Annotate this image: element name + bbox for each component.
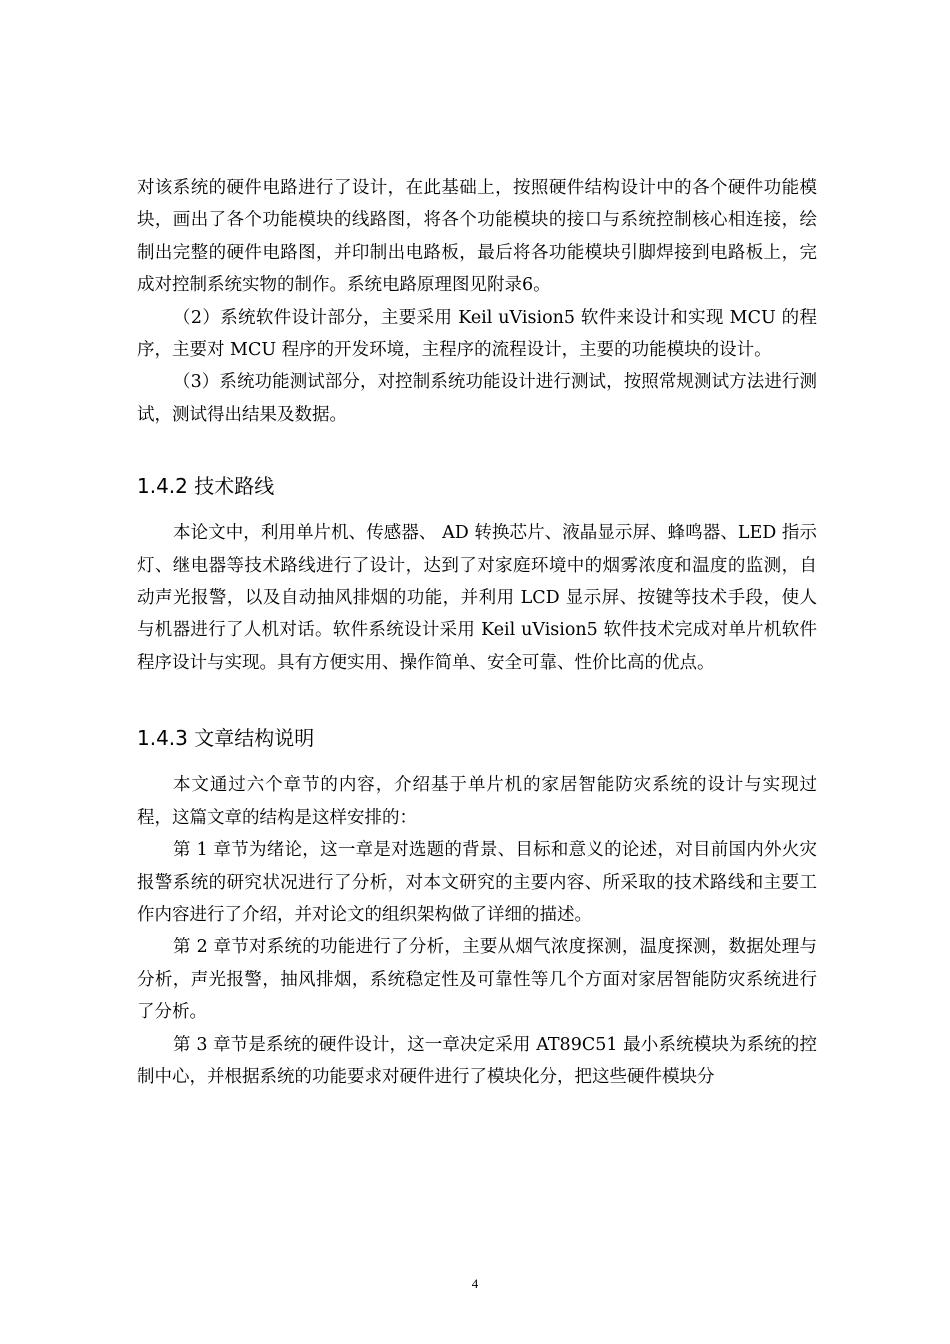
heading-technical-route: 1.4.2 技术路线 (137, 474, 275, 499)
paragraph-software-design: （2）系统软件设计部分，主要采用 Keil uVision5 软件来设计和实现 MCU 的程序，主要对 MCU 程序的开发环境，主程序的流程设计，主要的功能模块的设计。 (137, 307, 817, 361)
paragraph-chapter-3: 第 3 章节是系统的硬件设计，这一章决定采用 AT89C51 最小系统模块为系统的控制中心，并根据系统的功能要求对硬件进行了模块化分，把这些硬件模块分 (137, 1034, 817, 1087)
paragraph-function-test: （3）系统功能测试部分，对控制系统功能设计进行测试，按照常规测试方法进行测试，测试得出结果及数据。 (137, 372, 817, 425)
paragraph-technical-route: 本论文中，利用单片机、传感器、 AD 转换芯片、液晶显示屏、蜂鸣器、LED 指示灯、继电器等技术路线进行了设计，达到了对家庭环境中的烟雾浓度和温度的监测，自动声光报警，以及自动抽风排烟的功能，并利用 LCD 显示屏、按键等技术手段，使人与机器进行了人机对话。软件系统设计采用 Keil uVision5 软件技术完成对单片机软件程序设计与实现。具有方便实用、操作简单、安全可靠、性价比高的优点。 (137, 523, 817, 673)
paragraph-hardware-continued: 对该系统的硬件电路进行了设计，在此基础上，按照硬件结构设计中的各个硬件功能模块，画出了各个功能模块的线路图，将各个功能模块的接口与系统控制核心相连接，绘制出完整的硬件电路图，并印制出电路板，最后将各功能模块引脚焊接到电路板上，完成对控制系统实物的制作。系统电路原理图见附录6。 (137, 178, 817, 296)
paragraph-structure-intro: 本文通过六个章节的内容，介绍基于单片机的家居智能防灾系统的设计与实现过程，这篇文章的结构是这样安排的： (137, 775, 817, 828)
page-number: 4 (471, 1276, 479, 1291)
heading-structure: 1.4.3 文章结构说明 (137, 726, 315, 751)
page-body (137, 172, 817, 1093)
paragraph-chapter-1: 第 1 章节为绪论，这一章是对选题的背景、目标和意义的论述，对目前国内外火灾报警系统的研究状况进行了分析，对本文研究的主要内容、所采取的技术路线和主要工作内容进行了介绍，并对论文的组织架构做了详细的描述。 (137, 840, 817, 925)
paragraph-chapter-2: 第 2 章节对系统的功能进行了分析，主要从烟气浓度探测，温度探测，数据处理与分析，声光报警，抽风排烟，系统稳定性及可靠性等几个方面对家居智能防灾系统进行了分析。 (137, 937, 817, 1023)
